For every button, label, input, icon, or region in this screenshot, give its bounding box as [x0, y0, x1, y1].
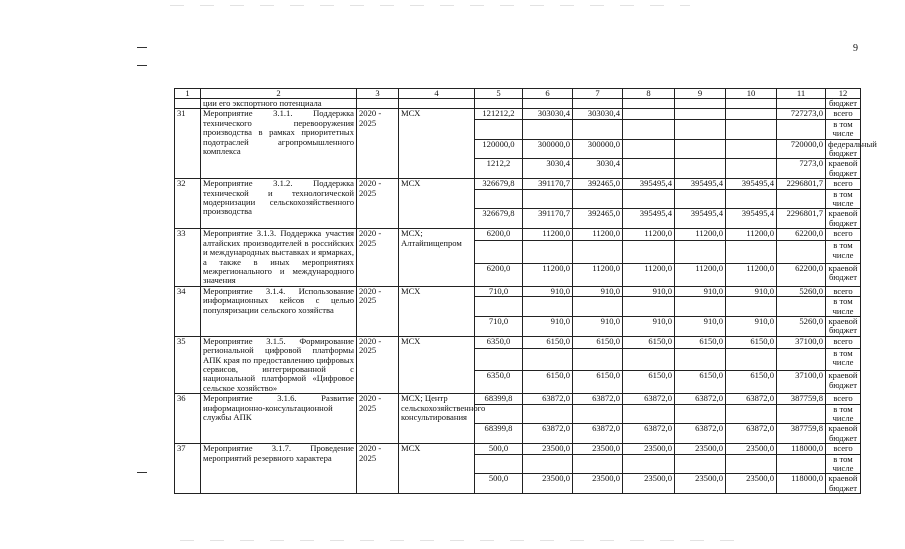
amount-cell [623, 109, 675, 119]
funding-source: краевой бюджет [826, 159, 861, 179]
activity-description: Мероприятие 3.1.4. Использование информационных кейсов с целью популяризации сельского хозяйства [201, 286, 357, 336]
amount-cell [623, 404, 675, 424]
amount-cell: 23500,0 [573, 474, 623, 494]
amount-cell [573, 189, 623, 209]
amount-cell [777, 119, 826, 139]
amount-cell: 6350,0 [475, 336, 523, 348]
amount-cell: 23500,0 [523, 474, 573, 494]
amount-cell [726, 189, 777, 209]
amount-cell [475, 348, 523, 371]
amount-cell: 120000,0 [475, 139, 523, 159]
table-row [175, 229, 861, 241]
table-row [175, 109, 861, 119]
amount-cell: 6150,0 [726, 371, 777, 394]
amount-cell: 387759,8 [777, 394, 826, 404]
amount-cell [523, 454, 573, 474]
activity-description: Мероприятие 3.1.5. Формирование региональной цифровой платформы АПК края по предоставлению цифровых сервисов, интегрированной с национальной платформой «Цифровое сельское хозяйство» [201, 336, 357, 393]
amount-cell: 63872,0 [675, 424, 726, 444]
continuation-source: бюджет [826, 99, 861, 109]
column-header: 7 [573, 89, 623, 99]
amount-cell [623, 189, 675, 209]
amount-cell: 23500,0 [523, 444, 573, 454]
amount-cell: 6150,0 [675, 371, 726, 394]
funding-source: краевой бюджет [826, 263, 861, 286]
amount-cell: 118000,0 [777, 444, 826, 454]
funding-source: краевой бюджет [826, 371, 861, 394]
column-header: 4 [399, 89, 475, 99]
amount-cell [675, 297, 726, 317]
funding-source: в том числе [826, 404, 861, 424]
amount-cell: 727273,0 [777, 109, 826, 119]
amount-cell: 910,0 [675, 286, 726, 296]
amount-cell: 6350,0 [475, 371, 523, 394]
amount-cell [675, 159, 726, 179]
funding-source: в том числе [826, 348, 861, 371]
amount-cell: 387759,8 [777, 424, 826, 444]
amount-cell: 391170,7 [523, 179, 573, 189]
amount-cell: 23500,0 [623, 444, 675, 454]
amount-cell [726, 404, 777, 424]
amount-cell: 710,0 [475, 286, 523, 296]
funding-source: в том числе [826, 189, 861, 209]
amount-cell [623, 348, 675, 371]
amount-cell: 2296801,7 [777, 179, 826, 189]
amount-cell: 37100,0 [777, 371, 826, 394]
amount-cell: 910,0 [573, 286, 623, 296]
amount-cell: 63872,0 [675, 394, 726, 404]
amount-cell: 62200,0 [777, 263, 826, 286]
amount-cell [623, 139, 675, 159]
row-number: 35 [175, 336, 201, 393]
row-number: 32 [175, 179, 201, 229]
funding-source: в том числе [826, 454, 861, 474]
implementation-years: 2020 - 2025 [357, 179, 399, 229]
implementation-years: 2020 - 2025 [357, 286, 399, 336]
amount-cell: 303030,4 [523, 109, 573, 119]
amount-cell [675, 404, 726, 424]
amount-cell: 6150,0 [523, 371, 573, 394]
amount-cell: 395495,4 [726, 179, 777, 189]
amount-cell [573, 348, 623, 371]
amount-cell: 11200,0 [726, 263, 777, 286]
implementation-years: 2020 - 2025 [357, 229, 399, 286]
amount-cell [523, 241, 573, 264]
amount-cell: 63872,0 [573, 394, 623, 404]
amount-cell: 23500,0 [726, 474, 777, 494]
amount-cell [675, 119, 726, 139]
amount-cell: 6150,0 [675, 336, 726, 348]
amount-cell: 6150,0 [623, 371, 675, 394]
amount-cell: 63872,0 [726, 424, 777, 444]
amount-cell [675, 139, 726, 159]
amount-cell: 11200,0 [573, 263, 623, 286]
amount-cell: 11200,0 [675, 263, 726, 286]
amount-cell [777, 297, 826, 317]
executor: МСХ [399, 336, 475, 393]
amount-cell: 326679,8 [475, 209, 523, 229]
column-header: 12 [826, 89, 861, 99]
amount-cell [675, 109, 726, 119]
amount-cell: 118000,0 [777, 474, 826, 494]
amount-cell: 6200,0 [475, 263, 523, 286]
amount-cell: 910,0 [523, 316, 573, 336]
amount-cell: 23500,0 [573, 444, 623, 454]
amount-cell: 391170,7 [523, 209, 573, 229]
implementation-years: 2020 - 2025 [357, 336, 399, 393]
funding-source: всего [826, 286, 861, 296]
amount-cell: 303030,4 [573, 109, 623, 119]
amount-cell: 395495,4 [675, 209, 726, 229]
amount-cell: 11200,0 [573, 229, 623, 241]
amount-cell: 68399,8 [475, 394, 523, 404]
column-header: 8 [623, 89, 675, 99]
page-number: 9 [853, 43, 858, 54]
amount-cell [523, 119, 573, 139]
amount-cell [777, 404, 826, 424]
amount-cell: 23500,0 [623, 474, 675, 494]
amount-cell: 23500,0 [675, 474, 726, 494]
amount-cell [777, 348, 826, 371]
amount-cell: 392465,0 [573, 209, 623, 229]
amount-cell [623, 159, 675, 179]
amount-cell: 6150,0 [573, 336, 623, 348]
amount-cell: 910,0 [675, 316, 726, 336]
amount-cell: 5260,0 [777, 316, 826, 336]
column-number-row [175, 89, 861, 99]
amount-cell: 720000,0 [777, 139, 826, 159]
amount-cell [623, 119, 675, 139]
amount-cell: 300000,0 [573, 139, 623, 159]
amount-cell [475, 297, 523, 317]
amount-cell: 23500,0 [726, 444, 777, 454]
amount-cell: 500,0 [475, 474, 523, 494]
table-row [175, 179, 861, 189]
funding-source: краевой бюджет [826, 316, 861, 336]
row-number: 31 [175, 109, 201, 179]
column-header: 10 [726, 89, 777, 99]
amount-cell: 11200,0 [523, 229, 573, 241]
row-number: 37 [175, 444, 201, 494]
amount-cell [777, 189, 826, 209]
amount-cell: 11200,0 [726, 229, 777, 241]
table-row [175, 286, 861, 296]
amount-cell: 910,0 [726, 316, 777, 336]
amount-cell: 6200,0 [475, 229, 523, 241]
amount-cell: 63872,0 [726, 394, 777, 404]
amount-cell: 910,0 [623, 286, 675, 296]
table-row [175, 336, 861, 348]
row-number: 33 [175, 229, 201, 286]
amount-cell: 910,0 [726, 286, 777, 296]
implementation-years: 2020 - 2025 [357, 394, 399, 444]
column-header: 9 [675, 89, 726, 99]
amount-cell: 37100,0 [777, 336, 826, 348]
executor: МСХ [399, 444, 475, 494]
amount-cell: 500,0 [475, 444, 523, 454]
margin-mark [137, 65, 147, 66]
amount-cell [726, 297, 777, 317]
amount-cell: 392465,0 [573, 179, 623, 189]
funding-source: в том числе [826, 119, 861, 139]
executor: МСХ [399, 179, 475, 229]
amount-cell [777, 241, 826, 264]
amount-cell [675, 454, 726, 474]
amount-cell: 910,0 [623, 316, 675, 336]
margin-mark [137, 472, 147, 473]
table-row [175, 394, 861, 404]
funding-source: всего [826, 179, 861, 189]
amount-cell: 300000,0 [523, 139, 573, 159]
amount-cell: 121212,2 [475, 109, 523, 119]
funding-source: всего [826, 336, 861, 348]
amount-cell [623, 241, 675, 264]
table-row [175, 444, 861, 454]
amount-cell [726, 454, 777, 474]
amount-cell [523, 189, 573, 209]
scan-artifact-bottom [180, 540, 740, 541]
amount-cell: 3030,4 [523, 159, 573, 179]
amount-cell: 910,0 [573, 316, 623, 336]
amount-cell [523, 348, 573, 371]
amount-cell [777, 454, 826, 474]
activity-description: Мероприятие 3.1.7. Проведение мероприятий резервного характера [201, 444, 357, 494]
funding-source: всего [826, 394, 861, 404]
amount-cell: 395495,4 [675, 179, 726, 189]
executor: МСХ; Центр сельскохозяйственного консультирования [399, 394, 475, 444]
amount-cell: 23500,0 [675, 444, 726, 454]
implementation-years: 2020 - 2025 [357, 109, 399, 179]
column-header: 2 [201, 89, 357, 99]
amount-cell [726, 241, 777, 264]
amount-cell [623, 297, 675, 317]
amount-cell [573, 297, 623, 317]
amount-cell: 63872,0 [623, 424, 675, 444]
funding-source: всего [826, 109, 861, 119]
funding-source: в том числе [826, 241, 861, 264]
amount-cell [726, 119, 777, 139]
amount-cell [475, 241, 523, 264]
amount-cell: 63872,0 [523, 424, 573, 444]
column-header: 1 [175, 89, 201, 99]
continuation-row [175, 99, 861, 109]
activity-description: Мероприятие 3.1.1. Поддержка технического перевооружения производства в рамках приоритетных подотраслей агропромышленного комплекса [201, 109, 357, 179]
amount-cell [675, 348, 726, 371]
amount-cell: 11200,0 [523, 263, 573, 286]
amount-cell: 6150,0 [573, 371, 623, 394]
amount-cell: 63872,0 [573, 424, 623, 444]
funding-source: всего [826, 229, 861, 241]
column-header: 6 [523, 89, 573, 99]
amount-cell: 326679,8 [475, 179, 523, 189]
row-number: 36 [175, 394, 201, 444]
executor: МСХ [399, 286, 475, 336]
amount-cell [573, 119, 623, 139]
implementation-years: 2020 - 2025 [357, 444, 399, 494]
amount-cell [573, 241, 623, 264]
amount-cell [623, 454, 675, 474]
scan-artifact-top [170, 5, 690, 6]
amount-cell: 1212,2 [475, 159, 523, 179]
activity-description: Мероприятие 3.1.3. Поддержка участия алтайских производителей в российских и международных выставках и ярмарках, а также в иных мероприятиях межрегионального и международного значения [201, 229, 357, 286]
amount-cell: 11200,0 [675, 229, 726, 241]
amount-cell: 6150,0 [623, 336, 675, 348]
column-header: 11 [777, 89, 826, 99]
amount-cell: 63872,0 [523, 394, 573, 404]
activity-description: Мероприятие 3.1.2. Поддержка технической и технологической модернизации сельскохозяйственного производства [201, 179, 357, 229]
column-header: 3 [357, 89, 399, 99]
amount-cell: 6150,0 [726, 336, 777, 348]
amount-cell [475, 454, 523, 474]
amount-cell [675, 241, 726, 264]
amount-cell: 7273,0 [777, 159, 826, 179]
amount-cell [573, 404, 623, 424]
amount-cell: 11200,0 [623, 263, 675, 286]
amount-cell [573, 454, 623, 474]
amount-cell: 395495,4 [623, 209, 675, 229]
column-header: 5 [475, 89, 523, 99]
amount-cell: 395495,4 [623, 179, 675, 189]
funding-source: федеральный бюджет [826, 139, 861, 159]
amount-cell: 68399,8 [475, 424, 523, 444]
activity-description: Мероприятие 3.1.6. Развитие информационно-консультационной службы АПК [201, 394, 357, 444]
amount-cell [523, 404, 573, 424]
amount-cell: 910,0 [523, 286, 573, 296]
continuation-description: ции его экспортного потенциала [201, 99, 357, 109]
row-number: 34 [175, 286, 201, 336]
funding-source: краевой бюджет [826, 424, 861, 444]
amount-cell: 6150,0 [523, 336, 573, 348]
amount-cell [726, 348, 777, 371]
funding-source: краевой бюджет [826, 209, 861, 229]
amount-cell [523, 297, 573, 317]
amount-cell [726, 159, 777, 179]
amount-cell: 395495,4 [726, 209, 777, 229]
amount-cell: 5260,0 [777, 286, 826, 296]
amount-cell [726, 109, 777, 119]
amount-cell: 63872,0 [623, 394, 675, 404]
amount-cell [475, 189, 523, 209]
amount-cell: 3030,4 [573, 159, 623, 179]
amount-cell [475, 119, 523, 139]
amount-cell: 62200,0 [777, 229, 826, 241]
amount-cell [726, 139, 777, 159]
funding-source: всего [826, 444, 861, 454]
amount-cell: 11200,0 [623, 229, 675, 241]
funding-source: в том числе [826, 297, 861, 317]
amount-cell: 710,0 [475, 316, 523, 336]
margin-mark [137, 47, 147, 48]
executor: МСХ; Алтайпищепром [399, 229, 475, 286]
amount-cell [675, 189, 726, 209]
budget-table [174, 88, 877, 494]
amount-cell: 2296801,7 [777, 209, 826, 229]
funding-source: краевой бюджет [826, 474, 861, 494]
executor: МСХ [399, 109, 475, 179]
